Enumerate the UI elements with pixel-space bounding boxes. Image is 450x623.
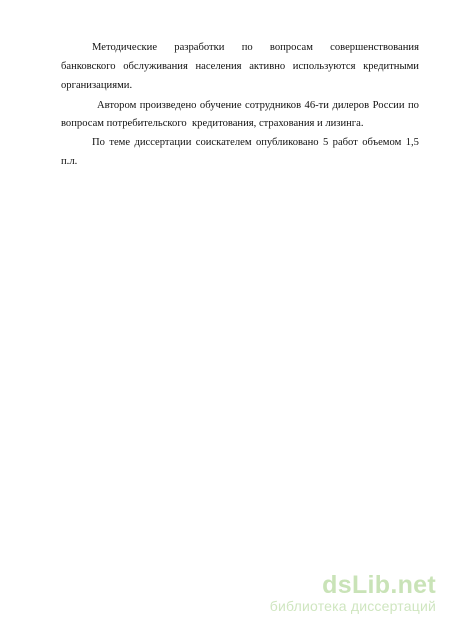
word: используются xyxy=(292,61,356,72)
word: диссертации xyxy=(134,137,192,148)
paragraph-1-line-2 xyxy=(61,60,419,73)
word: населения xyxy=(195,61,242,72)
paragraph-2-line-2: вопросам потребительского кредитования, страхования и лизинга. xyxy=(61,118,364,129)
word: активно xyxy=(249,61,286,72)
paragraph-2-line-1 xyxy=(97,99,419,112)
word: 5 xyxy=(322,137,329,148)
word: 46-ти xyxy=(304,100,329,111)
watermark-subtitle: библиотека диссертаций xyxy=(269,598,436,614)
logo-part-net: .net xyxy=(390,571,436,599)
word: разработки xyxy=(174,42,225,53)
word: обучение xyxy=(199,100,242,111)
word: По xyxy=(92,137,105,148)
word: опубликовано xyxy=(255,137,319,148)
word: вопросам xyxy=(269,42,313,53)
word: дилеров xyxy=(332,100,370,111)
word: совершенствования xyxy=(330,42,419,53)
word: по xyxy=(241,42,253,53)
word: Автором xyxy=(97,100,137,111)
word: соискателем xyxy=(195,137,252,148)
word: обслуживания xyxy=(123,61,188,72)
dslib-watermark xyxy=(270,572,436,614)
word: банковского xyxy=(61,61,116,72)
paragraph-1-line-3: организациями. xyxy=(61,80,133,91)
word: России xyxy=(372,100,405,111)
paragraph-3-line-2: п.л. xyxy=(61,156,78,167)
word: кредитными xyxy=(363,61,419,72)
word: по xyxy=(407,100,419,111)
word: сотрудников xyxy=(245,100,302,111)
logo-part-lib: Lib xyxy=(351,571,391,599)
logo-part-ds: ds xyxy=(322,571,352,599)
word: теме xyxy=(109,137,131,148)
word: объемом xyxy=(362,137,402,148)
paragraph-3-line-1 xyxy=(92,136,419,149)
word: Методические xyxy=(92,42,158,53)
dslib-logo xyxy=(270,572,436,598)
paragraph-1-line-1 xyxy=(92,41,419,54)
word: работ xyxy=(332,137,358,148)
word: 1,5 xyxy=(405,137,419,148)
word: произведено xyxy=(139,100,197,111)
